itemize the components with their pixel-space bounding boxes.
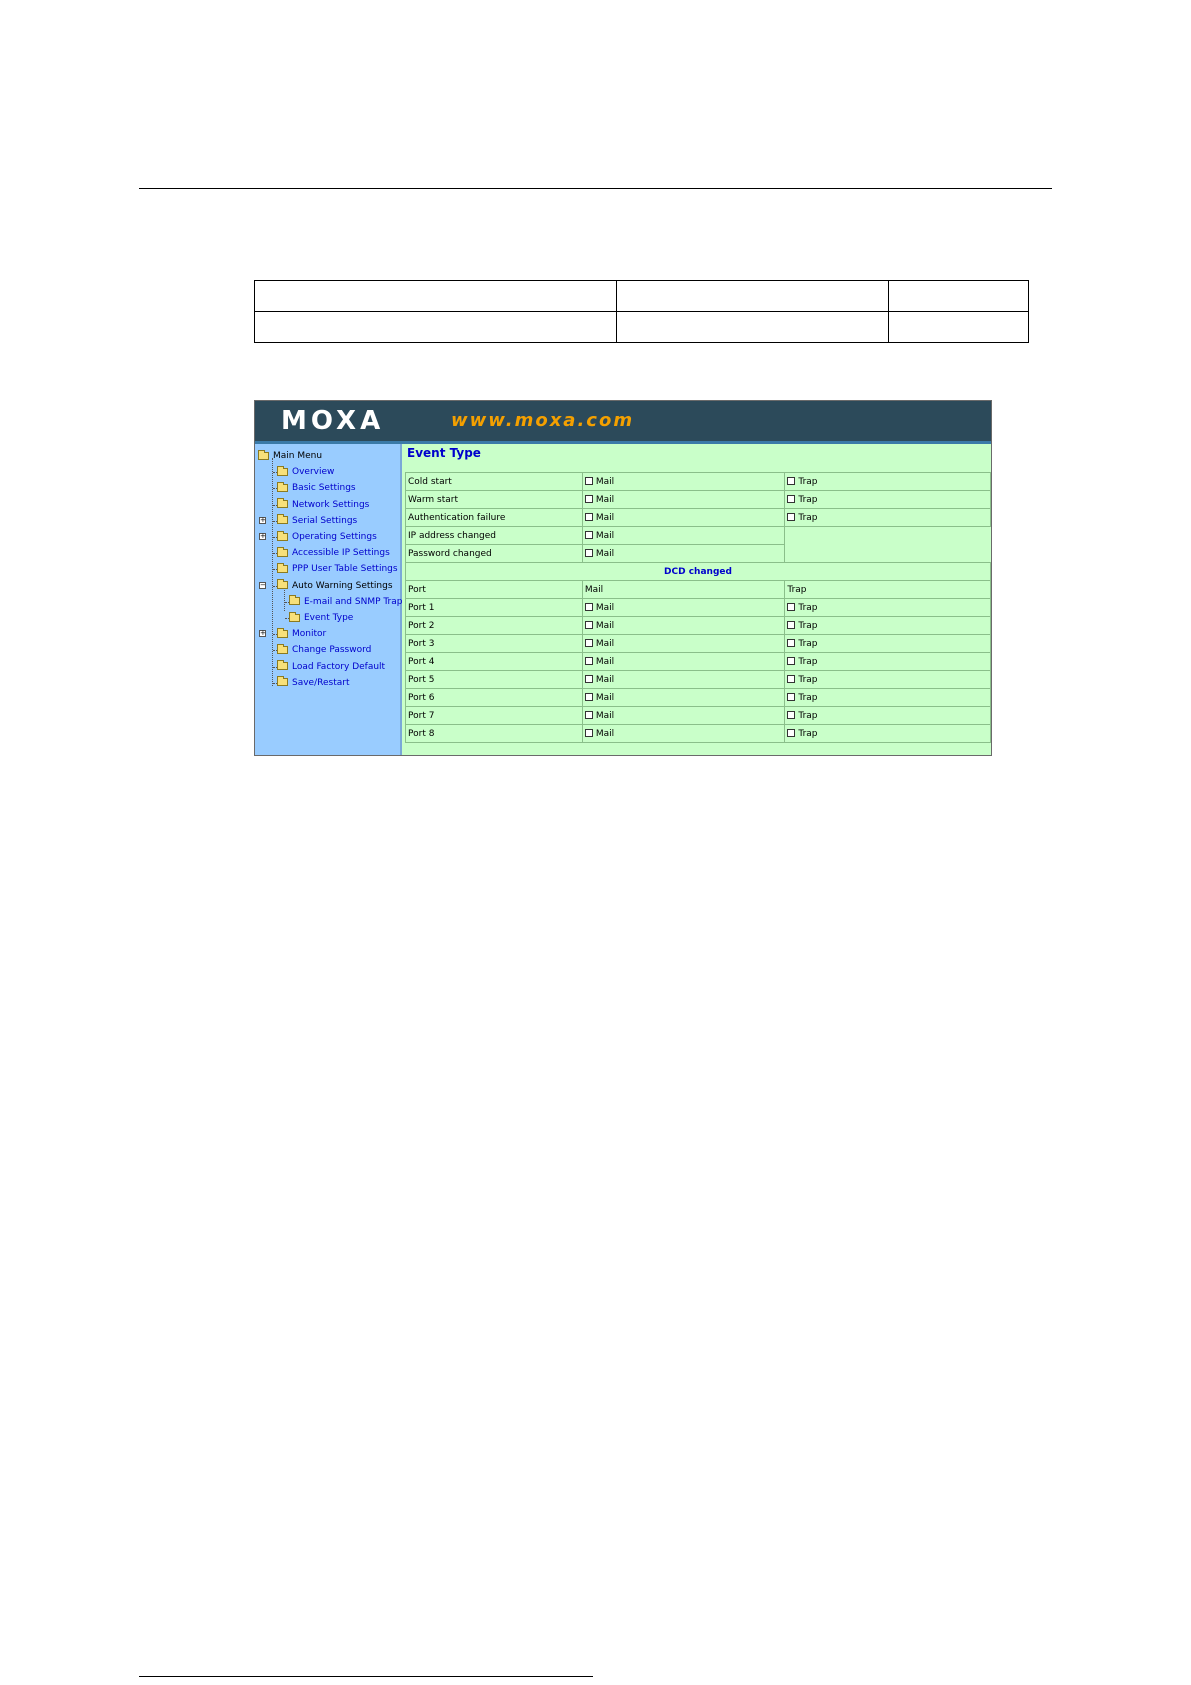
table-cell [255, 281, 617, 312]
mail-checkbox[interactable] [585, 693, 593, 701]
port-label: Port 7 [406, 707, 583, 725]
folder-open-icon [258, 452, 269, 460]
sidebar-item-e-mail-and-snmp-trap[interactable] [289, 594, 402, 610]
sidebar-item-main-menu[interactable] [258, 448, 322, 464]
trap-checkbox-cell [785, 653, 991, 671]
folder-icon [277, 630, 288, 638]
mail-checkbox[interactable] [585, 621, 593, 629]
folder-icon [277, 646, 288, 654]
column-header-trap: Trap [785, 581, 991, 599]
mail-checkbox-cell [582, 617, 785, 635]
folder-icon [277, 468, 288, 476]
page-title: Event Type [407, 446, 481, 460]
column-header-port: Port [406, 581, 583, 599]
port-row [406, 599, 991, 617]
event-row [406, 491, 991, 509]
mail-checkbox-label: Mail [595, 674, 615, 685]
port-label: Port 6 [406, 689, 583, 707]
sidebar-item-label: Basic Settings [292, 483, 356, 494]
mail-checkbox-label: Mail [595, 494, 615, 505]
document-table [254, 280, 1029, 343]
trap-checkbox-label: Trap [798, 692, 818, 703]
mail-checkbox[interactable] [585, 657, 593, 665]
sidebar-item-label: Change Password [292, 645, 372, 656]
mail-checkbox[interactable] [585, 513, 593, 521]
mail-checkbox[interactable] [585, 531, 593, 539]
trap-checkbox-label: Trap [798, 620, 818, 631]
folder-icon [277, 500, 288, 508]
port-row [406, 653, 991, 671]
trap-checkbox-cell [785, 599, 991, 617]
port-label: Port 1 [406, 599, 583, 617]
table-cell [889, 281, 1029, 312]
event-label: Password changed [406, 545, 583, 563]
folder-open-icon [277, 581, 288, 589]
column-header-row [406, 581, 991, 599]
trap-checkbox[interactable] [787, 495, 795, 503]
mail-checkbox-label: Mail [595, 548, 615, 559]
mail-checkbox-cell [582, 707, 785, 725]
port-label: Port 2 [406, 617, 583, 635]
mail-checkbox[interactable] [585, 549, 593, 557]
mail-checkbox-cell [582, 635, 785, 653]
folder-icon [277, 678, 288, 686]
collapse-icon[interactable]: − [260, 580, 266, 589]
mail-checkbox-cell [582, 473, 785, 491]
event-label: Authentication failure [406, 509, 583, 527]
folder-icon [277, 484, 288, 492]
mail-checkbox-cell [582, 527, 785, 545]
port-label: Port 5 [406, 671, 583, 689]
sidebar-item-auto-warning-settings[interactable] [277, 578, 393, 594]
banner [255, 401, 991, 441]
trap-checkbox[interactable] [787, 675, 795, 683]
mail-checkbox-label: Mail [595, 638, 615, 649]
port-row [406, 671, 991, 689]
trap-checkbox-cell [785, 509, 991, 527]
trap-checkbox-cell [785, 473, 991, 491]
trap-checkbox-cell [785, 491, 991, 509]
sidebar-item-load-factory-default[interactable] [277, 659, 385, 675]
sidebar-item-monitor[interactable] [277, 626, 326, 642]
sidebar-item-label: Accessible IP Settings [292, 548, 390, 559]
web-console-screenshot [254, 400, 992, 756]
trap-checkbox-label: Trap [798, 512, 818, 523]
mail-checkbox[interactable] [585, 477, 593, 485]
trap-checkbox-cell [785, 635, 991, 653]
table-cell [889, 312, 1029, 343]
event-row [406, 473, 991, 491]
mail-checkbox-label: Mail [595, 530, 615, 541]
folder-icon [277, 533, 288, 541]
mail-checkbox-cell [582, 509, 785, 527]
mail-checkbox-label: Mail [595, 656, 615, 667]
sidebar-item-label: Main Menu [273, 451, 323, 461]
mail-checkbox-label: Mail [595, 602, 615, 613]
mail-checkbox-label: Mail [595, 728, 615, 739]
table-row [255, 312, 1029, 343]
event-type-table [405, 472, 991, 743]
table-cell [617, 281, 889, 312]
header-rule [139, 188, 1052, 189]
table-row [255, 281, 1029, 312]
sidebar-item-serial-settings[interactable] [277, 513, 357, 529]
sidebar-item-label: E-mail and SNMP Trap [304, 596, 403, 607]
sidebar-item-operating-settings[interactable] [277, 529, 377, 545]
sidebar-item-label: Network Settings [292, 499, 370, 510]
trap-checkbox-label: Trap [798, 710, 818, 721]
sidebar-item-label: Monitor [292, 629, 327, 640]
sidebar-item-ppp-user-table-settings[interactable] [277, 561, 398, 577]
trap-checkbox-label: Trap [798, 656, 818, 667]
folder-icon [277, 516, 288, 524]
empty-cell [785, 545, 991, 563]
folder-icon [277, 565, 288, 573]
trap-checkbox-label: Trap [798, 476, 818, 487]
port-label: Port 8 [406, 725, 583, 743]
trap-checkbox-label: Trap [798, 728, 818, 739]
mail-checkbox[interactable] [585, 729, 593, 737]
port-row [406, 617, 991, 635]
trap-checkbox[interactable] [787, 621, 795, 629]
trap-checkbox-label: Trap [798, 602, 818, 613]
event-row [406, 545, 991, 563]
mail-checkbox-cell [582, 545, 785, 563]
mail-checkbox-label: Mail [595, 620, 615, 631]
sidebar-item-label: Event Type [304, 613, 354, 623]
folder-icon [289, 614, 300, 622]
trap-checkbox[interactable] [787, 693, 795, 701]
expand-icon[interactable]: + [260, 515, 266, 524]
sidebar-item-label: PPP User Table Settings [292, 564, 398, 575]
mail-checkbox-cell [582, 653, 785, 671]
event-label: IP address changed [406, 527, 583, 545]
sidebar-item-change-password[interactable] [277, 642, 371, 658]
expand-icon[interactable]: + [260, 629, 266, 638]
mail-checkbox-cell [582, 491, 785, 509]
mail-checkbox-cell [582, 599, 785, 617]
table-cell [255, 312, 617, 343]
sidebar-item-label: Operating Settings [292, 532, 377, 542]
event-row [406, 509, 991, 527]
port-row [406, 725, 991, 743]
mail-checkbox-label: Mail [595, 476, 615, 487]
expand-icon[interactable]: + [260, 532, 266, 540]
sidebar-item-label: Serial Settings [292, 515, 358, 526]
sidebar-item-basic-settings[interactable] [277, 480, 356, 496]
event-row [406, 527, 991, 545]
mail-checkbox[interactable] [585, 603, 593, 611]
mail-checkbox[interactable] [585, 639, 593, 647]
trap-checkbox[interactable] [787, 657, 795, 665]
sidebar-item-label: Overview [292, 467, 335, 478]
sidebar-item-accessible-ip-settings[interactable] [277, 545, 390, 561]
folder-icon [289, 597, 300, 605]
column-header-mail: Mail [582, 581, 785, 599]
trap-checkbox-cell [785, 707, 991, 725]
trap-checkbox-cell [785, 617, 991, 635]
table-cell [617, 312, 889, 343]
section-row [406, 563, 991, 581]
trap-checkbox[interactable] [787, 603, 795, 611]
sidebar-item-save-restart[interactable] [277, 675, 349, 691]
port-label: Port 4 [406, 653, 583, 671]
sidebar-item-label: Auto Warning Settings [292, 580, 393, 591]
folder-icon [277, 662, 288, 670]
tree-line [272, 458, 273, 686]
event-label: Cold start [406, 473, 583, 491]
footer-rule [139, 1676, 593, 1677]
mail-checkbox[interactable] [585, 675, 593, 683]
sidebar-item-overview[interactable] [277, 464, 334, 480]
mail-checkbox-cell [582, 689, 785, 707]
mail-checkbox-cell [582, 671, 785, 689]
trap-checkbox-label: Trap [798, 638, 818, 649]
trap-checkbox[interactable] [787, 729, 795, 737]
port-row [406, 689, 991, 707]
trap-checkbox-label: Trap [798, 494, 818, 505]
trap-checkbox-label: Trap [798, 674, 818, 685]
sidebar-menu [255, 444, 402, 755]
trap-checkbox[interactable] [787, 477, 795, 485]
mail-checkbox-label: Mail [595, 710, 615, 721]
folder-icon [277, 549, 288, 557]
port-row [406, 707, 991, 725]
sidebar-item-event-type[interactable] [289, 610, 353, 626]
moxa-logo: MOXA [281, 406, 385, 436]
sidebar-item-label: Load Factory Default [292, 661, 386, 672]
banner-url: www.moxa.com [451, 410, 635, 431]
event-label: Warm start [406, 491, 583, 509]
mail-checkbox-cell [582, 725, 785, 743]
mail-checkbox-label: Mail [595, 512, 615, 523]
mail-checkbox[interactable] [585, 711, 593, 719]
trap-checkbox[interactable] [787, 639, 795, 647]
mail-checkbox[interactable] [585, 495, 593, 503]
dcd-changed-heading: DCD changed [406, 563, 991, 581]
port-label: Port 3 [406, 635, 583, 653]
trap-checkbox-cell [785, 689, 991, 707]
empty-cell [785, 527, 991, 545]
trap-checkbox-cell [785, 725, 991, 743]
trap-checkbox[interactable] [787, 711, 795, 719]
trap-checkbox-cell [785, 671, 991, 689]
sidebar-item-label: Save/Restart [292, 677, 350, 688]
port-row [406, 635, 991, 653]
mail-checkbox-label: Mail [595, 692, 615, 703]
trap-checkbox[interactable] [787, 513, 795, 521]
sidebar-item-network-settings[interactable] [277, 497, 369, 513]
